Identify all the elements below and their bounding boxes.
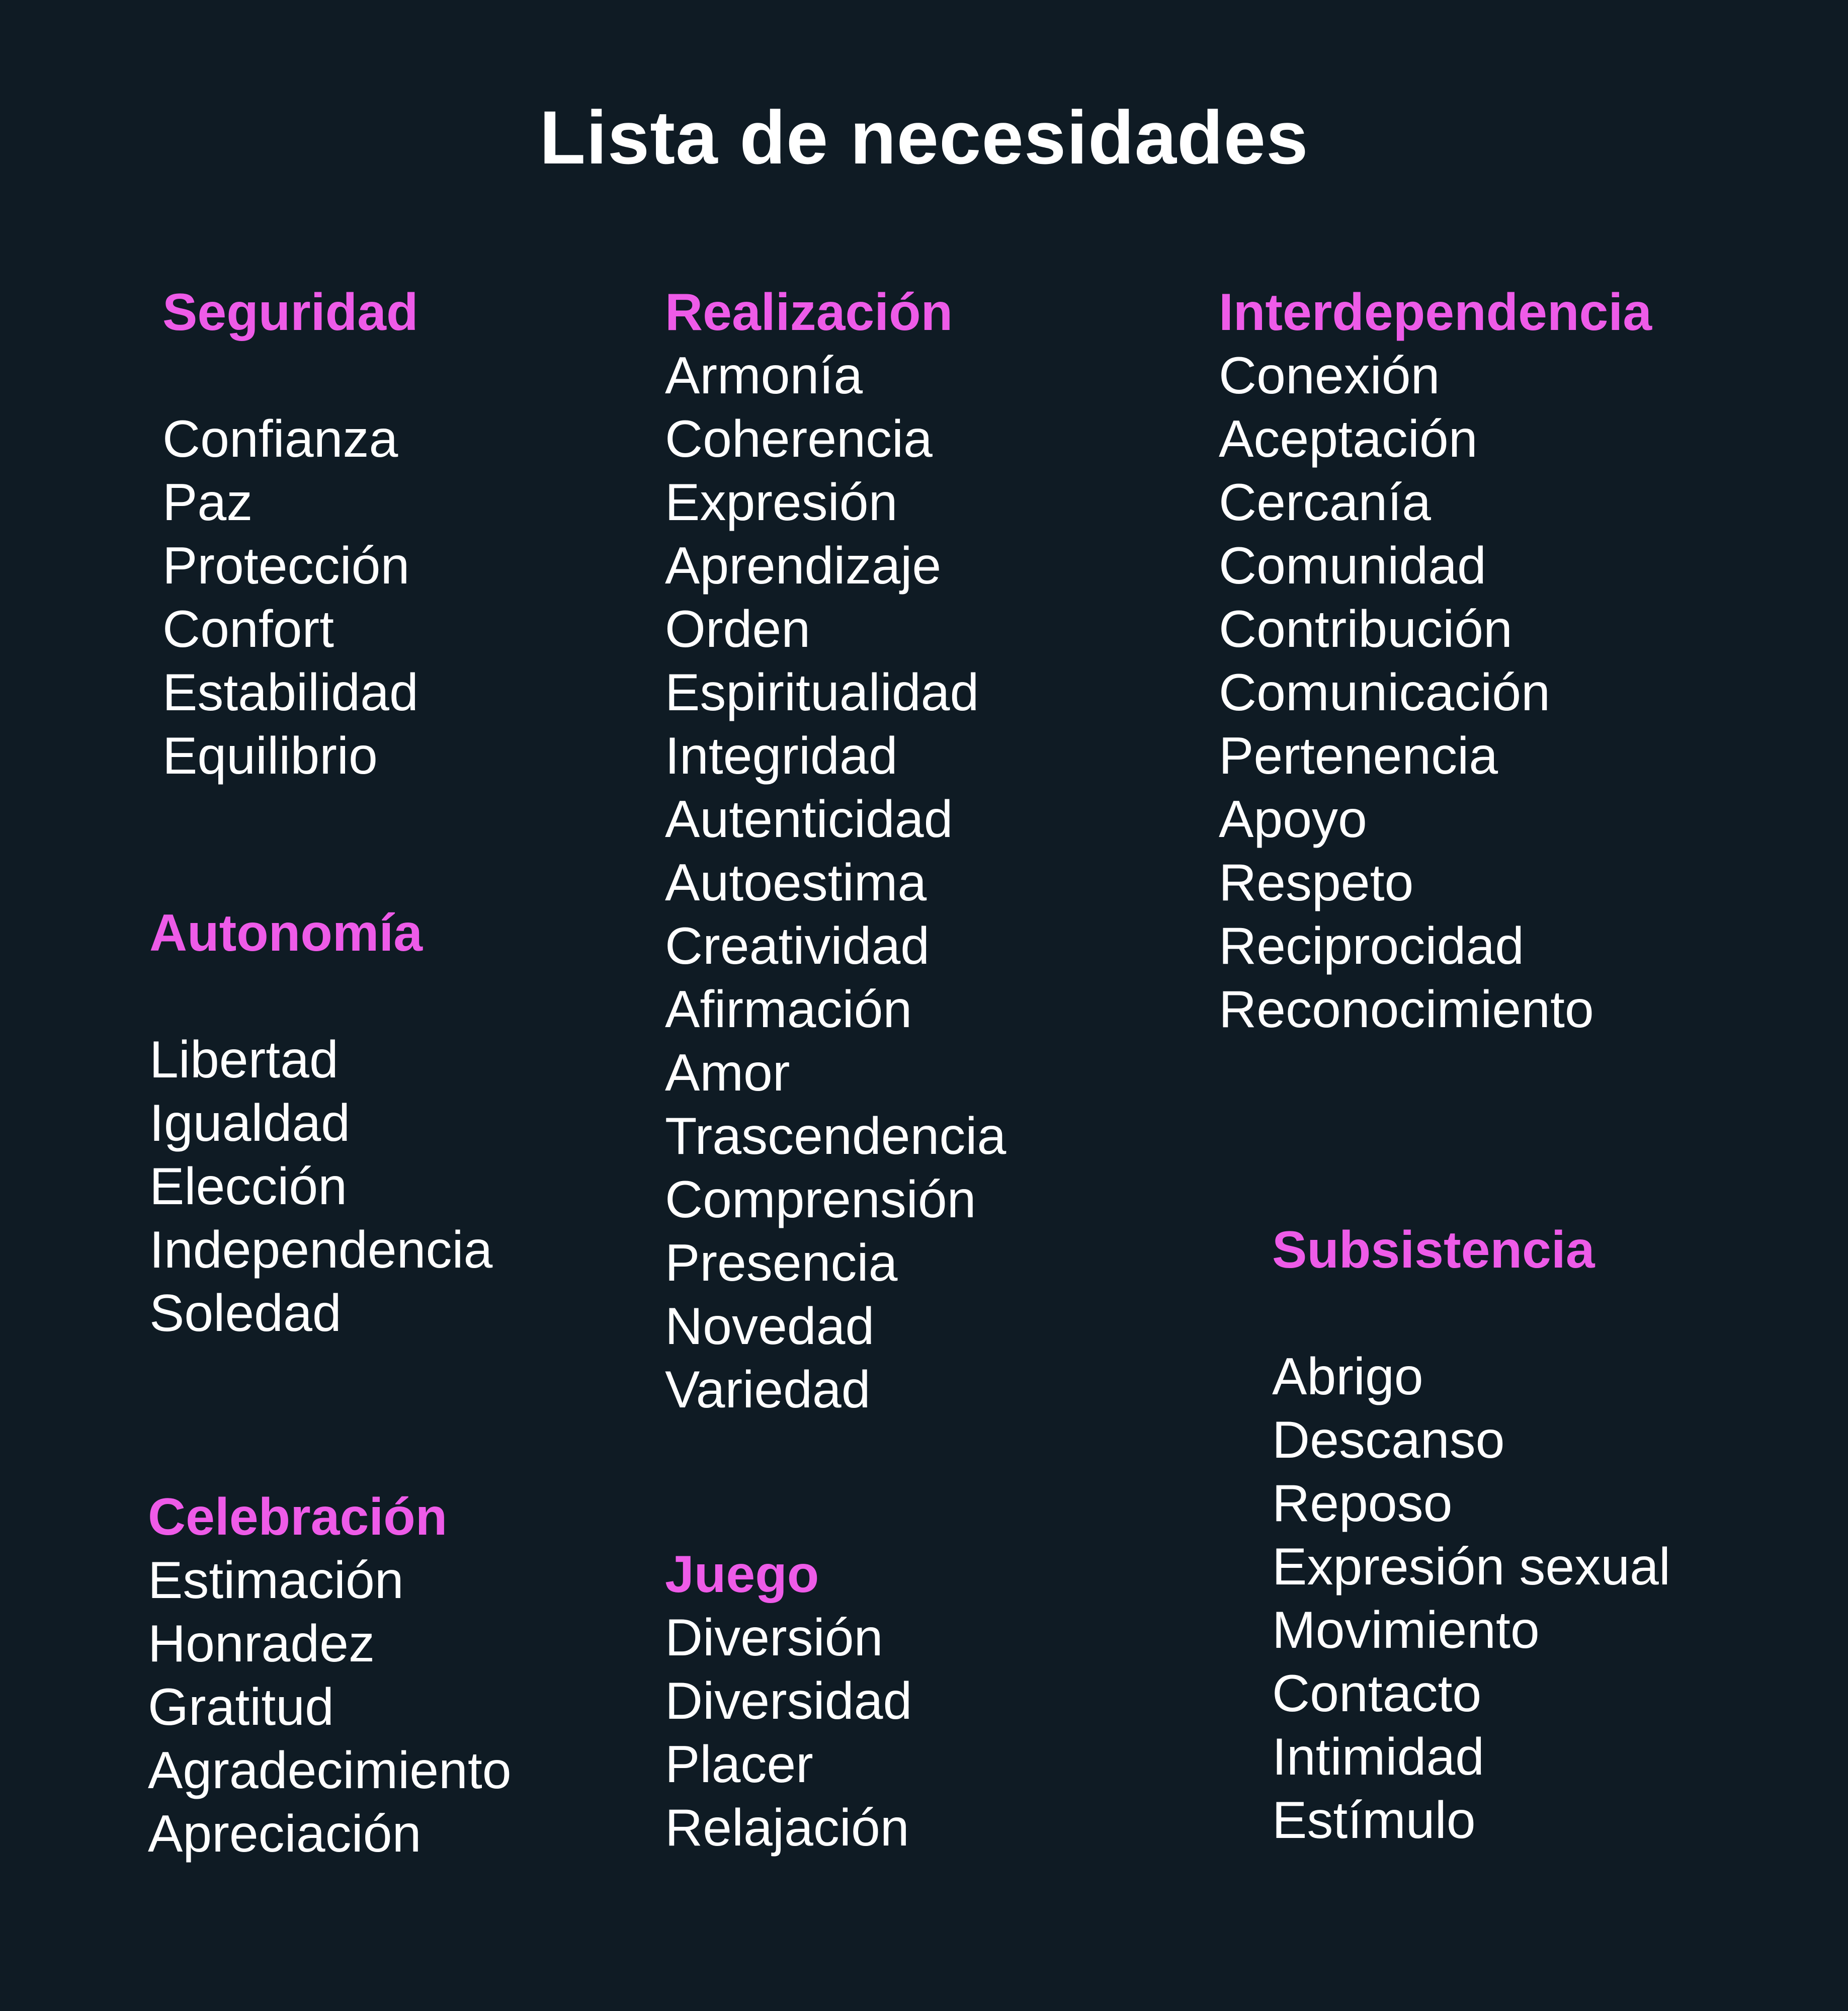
need-item: Abrigo xyxy=(1272,1348,1423,1406)
group-celebracion xyxy=(148,1485,512,1866)
group-heading: Subsistencia xyxy=(1272,1221,1595,1279)
need-item: Expresión sexual xyxy=(1272,1538,1670,1596)
need-item: Descanso xyxy=(1272,1411,1505,1469)
group-heading: Autonomía xyxy=(149,904,423,962)
need-item: Autoestima xyxy=(665,854,927,912)
group-seguridad xyxy=(162,281,418,788)
need-item: Contacto xyxy=(1272,1664,1482,1723)
need-item: Conexión xyxy=(1219,347,1440,405)
group-heading: Celebración xyxy=(148,1488,448,1546)
need-item: Integridad xyxy=(665,727,898,785)
need-item: Creatividad xyxy=(665,917,930,975)
need-item: Relajación xyxy=(665,1799,909,1857)
need-item: Variedad xyxy=(665,1361,871,1419)
need-item: Movimiento xyxy=(1272,1601,1540,1659)
group-realizacion xyxy=(665,281,1006,1421)
need-item: Soledad xyxy=(149,1284,342,1343)
need-item: Aprendizaje xyxy=(665,537,942,595)
group-heading: Seguridad xyxy=(162,283,418,342)
need-item: Reposo xyxy=(1272,1474,1453,1533)
need-item: Diversión xyxy=(665,1609,883,1667)
need-item: Placer xyxy=(665,1735,813,1794)
need-item: Independencia xyxy=(149,1221,493,1279)
need-item: Respeto xyxy=(1219,854,1414,912)
needs-list xyxy=(148,1549,512,1866)
needs-list xyxy=(149,1028,492,1345)
need-item: Aceptación xyxy=(1219,410,1478,468)
need-item: Comprensión xyxy=(665,1170,976,1229)
need-item: Protección xyxy=(162,537,410,595)
need-item: Presencia xyxy=(665,1234,898,1292)
need-item: Apreciación xyxy=(148,1805,422,1863)
need-item: Autenticidad xyxy=(665,790,953,849)
need-item: Espiritualidad xyxy=(665,663,979,722)
need-item: Comunicación xyxy=(1219,663,1550,722)
need-item: Confort xyxy=(162,600,334,658)
need-item: Novedad xyxy=(665,1297,875,1356)
need-item: Diversidad xyxy=(665,1672,912,1730)
need-item: Expresión xyxy=(665,473,898,532)
need-item: Apoyo xyxy=(1219,790,1367,849)
need-item: Libertad xyxy=(149,1031,339,1089)
needs-list xyxy=(665,1606,912,1860)
need-item: Gratitud xyxy=(148,1678,334,1736)
need-item: Elección xyxy=(149,1157,348,1216)
group-subsistencia xyxy=(1272,1218,1670,1852)
need-item: Trascendencia xyxy=(665,1107,1006,1165)
page-title: Lista de necesidades xyxy=(539,95,1309,180)
need-item: Igualdad xyxy=(149,1094,351,1152)
need-item: Afirmación xyxy=(665,980,912,1039)
need-item: Equilibrio xyxy=(162,727,378,785)
need-item: Contribución xyxy=(1219,600,1513,658)
group-heading: Interdependencia xyxy=(1219,283,1652,342)
group-heading: Realización xyxy=(665,283,953,342)
need-item: Coherencia xyxy=(665,410,933,468)
need-item: Orden xyxy=(665,600,811,658)
group-interdependencia xyxy=(1219,281,1652,1041)
need-item: Pertenencia xyxy=(1219,727,1498,785)
need-item: Agradecimiento xyxy=(148,1741,512,1800)
needs-list xyxy=(1219,344,1652,1041)
need-item: Amor xyxy=(665,1044,790,1102)
need-item: Honradez xyxy=(148,1615,375,1673)
need-item: Intimidad xyxy=(1272,1728,1484,1786)
group-juego xyxy=(665,1543,912,1860)
need-item: Reciprocidad xyxy=(1219,917,1524,975)
group-heading: Juego xyxy=(665,1545,819,1604)
need-item: Comunidad xyxy=(1219,537,1486,595)
group-autonomia xyxy=(149,901,492,1345)
need-item: Estabilidad xyxy=(162,663,418,722)
need-item: Confianza xyxy=(162,410,398,468)
need-item: Cercanía xyxy=(1219,473,1431,532)
needs-list xyxy=(162,407,418,788)
need-item: Paz xyxy=(162,473,253,532)
needs-list xyxy=(665,344,1006,1421)
need-item: Estímulo xyxy=(1272,1791,1476,1850)
needs-list xyxy=(1272,1345,1670,1852)
need-item: Armonía xyxy=(665,347,863,405)
need-item: Reconocimiento xyxy=(1219,980,1594,1039)
need-item: Estimación xyxy=(148,1551,404,1610)
